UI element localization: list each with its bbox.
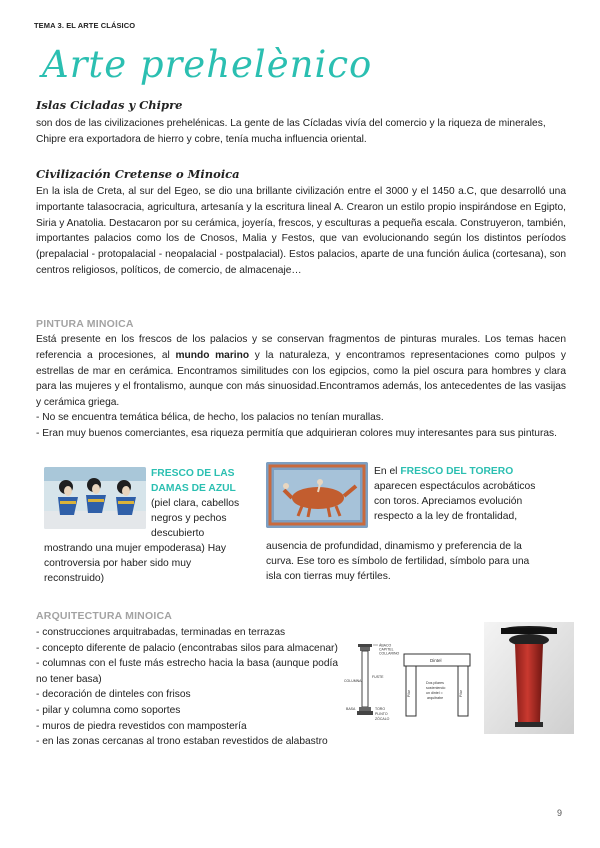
list-item: - columnas con el fuste más estrecho hacia la basa (aunque podía no tener basa) xyxy=(36,658,338,685)
diagram-label-dintel: Dintel xyxy=(430,658,442,663)
topic-label: TEMA 3. EL ARTE CLÁSICO xyxy=(34,21,136,30)
diagram-label-fuste: FUSTE xyxy=(372,675,384,679)
section-heading-painting: PINTURA MINOICA xyxy=(36,318,134,330)
diagram-label-collarino: COLLARINO xyxy=(379,651,400,656)
diagram-note-4: arquitrabe xyxy=(427,696,444,700)
section-heading-cretan: Civilización Cretense o Minoica xyxy=(36,167,240,181)
section-heading-cyclades: Islas Cicladas y Chipre xyxy=(36,98,183,112)
painting-highlight: mundo marino xyxy=(175,349,250,361)
diagram-label-capitel: CAPITEL xyxy=(379,647,394,652)
list-item: - construcciones arquitrabadas, terminadas en terrazas xyxy=(36,627,286,638)
list-item: - en las zonas cercanas al trono estaban revestidos de alabastro xyxy=(36,736,328,748)
diagram-note-2: sosteniendo xyxy=(426,686,446,690)
list-item: - pilar y columna como soportes xyxy=(36,704,181,716)
page-number: 9 xyxy=(556,808,562,818)
fresco-ladies-image xyxy=(44,467,146,529)
diagram-note-1: Dos pilares xyxy=(426,681,444,685)
fresco-ladies-caption: mostrando una mujer empoderasa) Hay controversia por haber sido muy reconstruido) xyxy=(44,543,227,584)
fresco-bull-image xyxy=(266,462,368,528)
list-item: - concepto diferente de palacio (encontrabas silos para almacenar) xyxy=(36,642,338,654)
diagram-label-columna: COLUMNA xyxy=(344,679,362,683)
fresco-bull-caption: ausencia de profundidad, dinamismo y preferencia de la curva. Ese toro es símbolo de fertilidad, símbolo para una isla con tierras muy fértiles. xyxy=(266,541,530,582)
cyclades-text: son dos de las civilizaciones prehelénicas. La gente de las Cícladas vivía del comercio y la riqueza de minerales, Chipre era exportadora de hierro y cobre, tenía mucha influencia oriental. xyxy=(36,118,546,145)
list-item: - muros de piedra revestidos con mampostería xyxy=(36,720,247,732)
fresco-bull-title: En el FRESCO DEL TORERO aparecen espectáculos acrobáticos con toros. Apreciamos evolución respecto a la ley de frontalidad, xyxy=(374,466,536,522)
painting-bullet-2: - Eran muy buenos comerciantes, esa riqueza permitía que adquirieran colores muy interesantes para sus pinturas. xyxy=(36,428,557,439)
painting-text: Está presente en los frescos de los palacios y se conservan fragmentos de pinturas murales. Los temas hacen referencia a procesiones, al mundo marino y la naturaleza, y encontramos representaciones como pulpos y estrellas de mar en cerámica. Encontramos similitudes con los egipcios, como la piel oscura para hombres y clara para las mujeres y el frontalismo, aunque con más sinuosidad.Encontramos además, los antecedentes de las vasijas y cerámica griega. xyxy=(36,334,566,409)
diagram-label-plinto: PLINTO xyxy=(375,712,388,716)
section-heading-architecture: ARQUITECTURA MINOICA xyxy=(36,610,173,622)
diagram-label-basa: BASA xyxy=(346,707,356,711)
diagram-label-toro: TORO xyxy=(375,707,386,711)
minoan-column-image xyxy=(484,622,574,734)
cretan-text: En la isla de Creta, al sur del Egeo, se dio una brillante civilización entre el 3000 y el 1450 a.C, que desarrolló una importante talasocracia, agricultura, artesanía y la escritura lineal A. Crearon un estilo propio inspirándose en Egipto, Siria y Anatolia. Destacaron por su cerámica, joyería, frescos, y esculturas a pequeña escala. Construyeron, también, importantes palacios como los de Cnosos, Malia y Festos, que van evolucionando según los distintos períodos (prepalacial - protopalacial - neopalacial - postpalacial). Estos palacios, aparte de una función áulica (cortesana), son centros religiosos, políticos, de comercio, de almacenaje… xyxy=(36,186,567,276)
diagram-label-pilar-right: Pilar xyxy=(459,689,463,697)
architecture-list xyxy=(36,625,338,750)
painting-bullet-1: - No se encuentra temática bélica, de hecho, los palacios no tenían murallas. xyxy=(36,412,384,423)
list-item: - decoración de dinteles con frisos xyxy=(36,689,191,701)
page-title: Arte prehelènico xyxy=(42,43,373,86)
diagram-label-pilar-left: Pilar xyxy=(407,689,411,697)
diagram-label-zocalo: ZÓCALO xyxy=(375,717,390,721)
fresco-ladies-title: FRESCO DE LAS DAMAS DE AZUL (piel clara, cabellos negros y pechos descubierto xyxy=(151,468,240,539)
architecture-diagram xyxy=(344,638,476,724)
diagram-note-3: un dintel = xyxy=(426,691,443,695)
diagram-label-abaco: ÁBACO xyxy=(379,643,392,648)
